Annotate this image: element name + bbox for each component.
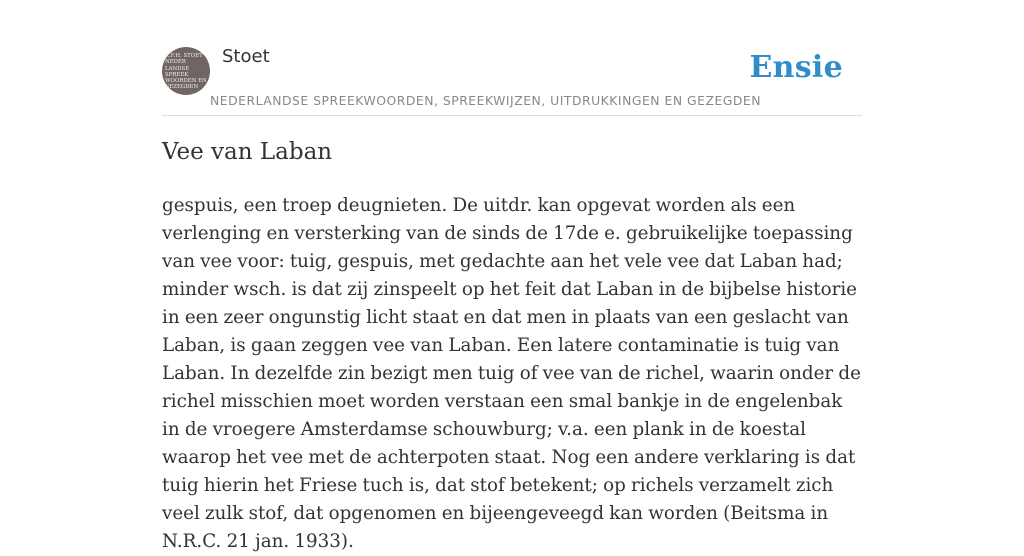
page bbox=[162, 0, 862, 552]
book-cover-avatar[interactable] bbox=[162, 47, 210, 95]
header bbox=[162, 0, 862, 116]
entry-title: Vee van Laban bbox=[162, 139, 333, 165]
book-cover-text: K.F.H. STOET NEDER LANDSE SPREEK WOORDEN EN GEZEGDEN bbox=[165, 53, 207, 91]
source-subtitle: NEDERLANDSE SPREEKWOORDEN, SPREEKWIJZEN, UITDRUKKINGEN EN GEZEGDEN bbox=[210, 93, 762, 108]
author-name[interactable]: Stoet bbox=[222, 46, 270, 67]
ensie-logo-link[interactable]: Ensie bbox=[749, 50, 843, 85]
entry-body: gespuis, een troep deugnieten. De uitdr. kan opgevat worden als een verlenging en versterking van de sinds de 17de e. gebruikelijke toepassing van vee voor: tuig, gespuis, met gedachte aan het vele vee dat Laban had; minder wsch. is dat zij zinspeelt op het feit dat Laban in de bijbelse historie in een zeer ongunstig licht staat en dat men in plaats van een geslacht van Laban, is gaan zeggen vee van Laban. Een latere contaminatie is tuig van Laban. In dezelfde zin bezigt men tuig of vee van de richel, waarin onder de richel misschien moet worden verstaan een smal bankje in de engelenbak in de vroegere Amsterdamse schouwburg; v.a. een plank in de koestal waarop het vee met de achterpoten staat. Nog een andere verklaring is dat tuig hierin het Friese tuch is, dat stof betekent; op richels verzamelt zich veel zulk stof, dat opgenomen en bijeengeveegd kan worden (Beitsma in N.R.C. 21 jan. 1933). bbox=[162, 195, 861, 552]
